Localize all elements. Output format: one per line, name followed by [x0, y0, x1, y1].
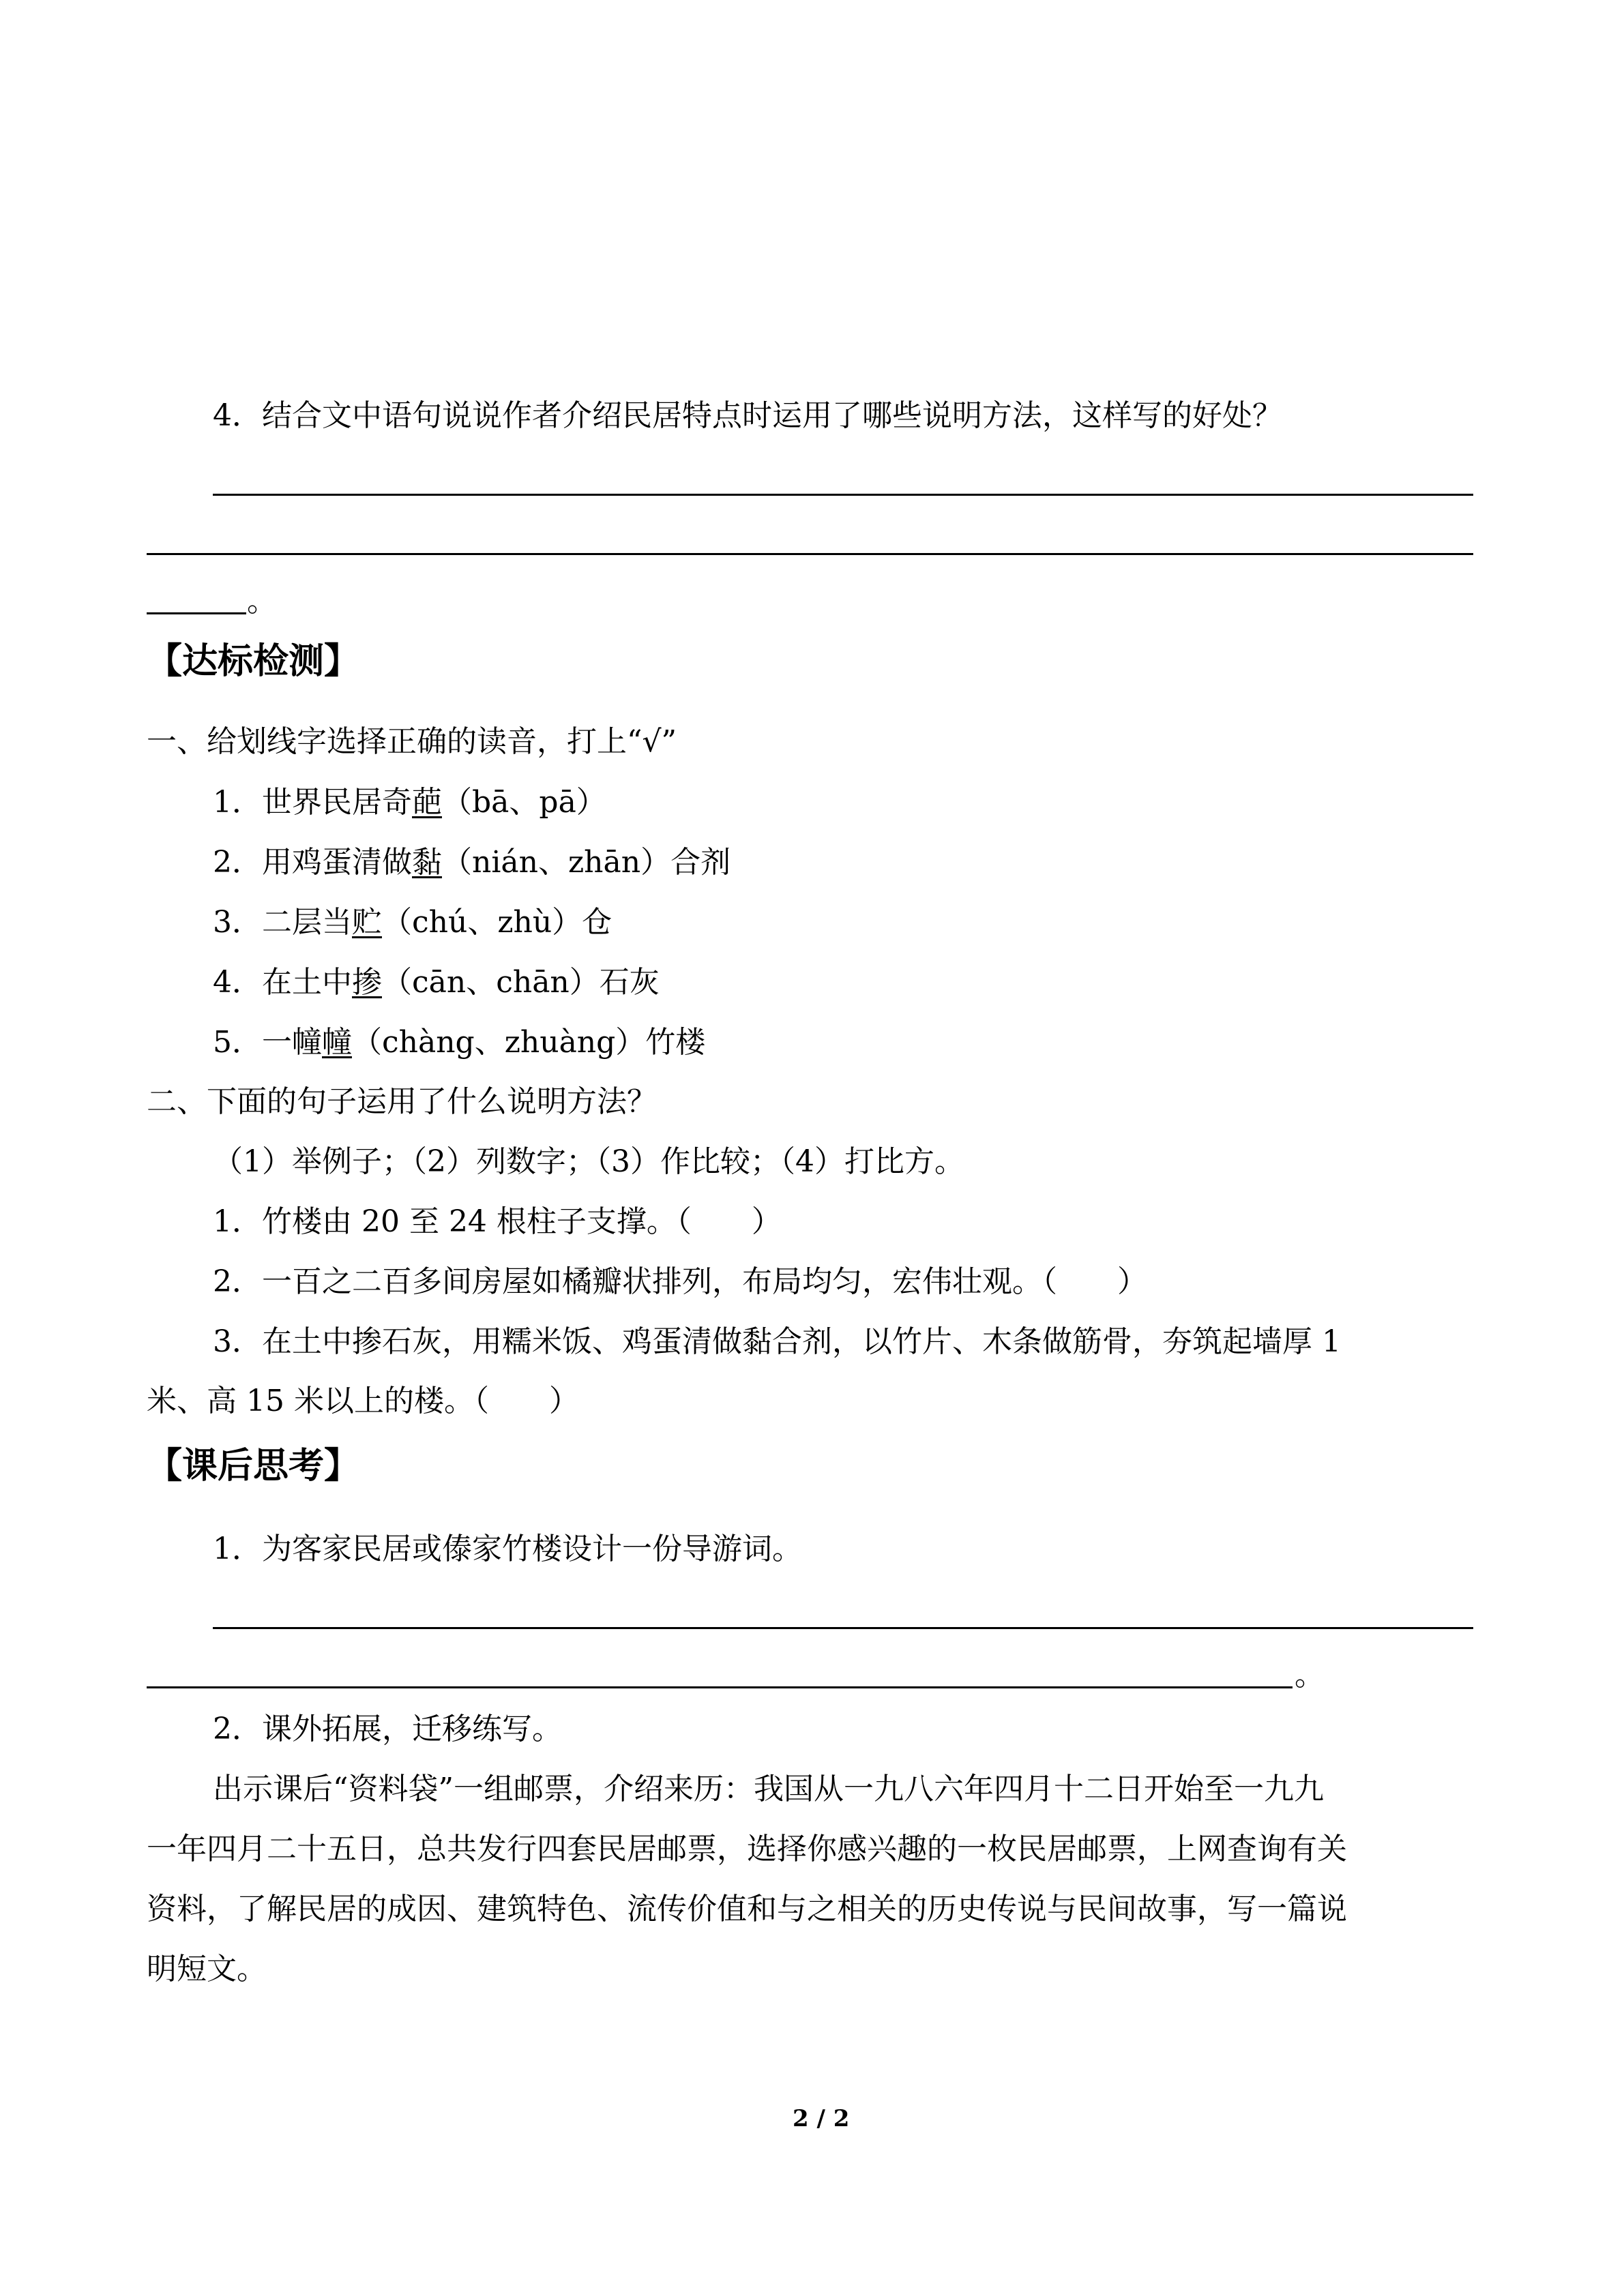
list-item: 5．一幢幢（chàng、zhuàng）竹楼: [213, 1025, 706, 1060]
list-item: 2．一百之二百多间房屋如橘瓣状排列，布局均匀，宏伟壮观。（ ）: [213, 1264, 1147, 1299]
page-number: 2 / 2: [793, 2105, 850, 2132]
answer-line[interactable]: [213, 1627, 1473, 1629]
answer-end-mark: 。: [1295, 1658, 1325, 1693]
paragraph-line: 资料，了解民居的成因、建筑特色、流传价值和与之相关的历史传说与民间故事，写一篇说: [147, 1892, 1347, 1926]
underlined-char: 黏: [412, 845, 442, 880]
underlined-char: 葩: [412, 785, 442, 820]
list-item: 1．世界民居奇葩（bā、pā）: [213, 785, 606, 820]
method-options: （1）举例子；（2）列数字；（3）作比较；（4）打比方。: [213, 1144, 964, 1179]
answer-end-mark: 。: [247, 584, 277, 618]
think-question-2: 2．课外拓展，迁移练写。: [213, 1712, 562, 1746]
list-item: 3．二层当贮（chú、zhù）仓: [213, 905, 612, 940]
part1-heading: 一、给划线字选择正确的读音，打上“√”: [147, 724, 677, 759]
list-item: 4．在土中掺（cān、chān）石灰: [213, 965, 660, 1000]
section-title-dabiao: 【达标检测】: [147, 640, 360, 682]
paragraph-line: 明短文。: [147, 1952, 267, 1986]
answer-line[interactable]: [213, 494, 1473, 496]
underlined-char: 贮: [352, 905, 382, 940]
answer-line[interactable]: [147, 1686, 1293, 1688]
list-item: 3．在土中掺石灰，用糯米饭、鸡蛋清做黏合剂，以竹片、木条做筋骨，夯筑起墙厚 1: [213, 1324, 1341, 1359]
underlined-char: 掺: [352, 965, 382, 1000]
list-item: 1．竹楼由 20 至 24 根柱子支撑。（ ）: [213, 1204, 782, 1239]
list-item: 2．用鸡蛋清做黏（nián、zhān）合剂: [213, 845, 731, 880]
part2-heading: 二、下面的句子运用了什么说明方法？: [147, 1084, 657, 1119]
paragraph-line: 出示课后“资料袋”一组邮票，介绍来历：我国从一九八六年四月十二日开始至一九九: [213, 1772, 1324, 1806]
question-4: 4．结合文中语句说说作者介绍民居特点时运用了哪些说明方法，这样写的好处？: [213, 398, 1282, 433]
answer-line[interactable]: [147, 553, 1473, 555]
think-question-1: 1．为客家民居或傣家竹楼设计一份导游词。: [213, 1532, 802, 1566]
list-item-continued: 米、高 15 米以上的楼。（ ）: [147, 1384, 579, 1418]
section-title-kehou: 【课后思考】: [147, 1445, 360, 1487]
answer-line[interactable]: [147, 612, 246, 614]
paragraph-line: 一年四月二十五日，总共发行四套民居邮票，选择你感兴趣的一枚民居邮票，上网查询有关: [147, 1832, 1347, 1866]
underlined-char: 幢: [322, 1025, 352, 1060]
